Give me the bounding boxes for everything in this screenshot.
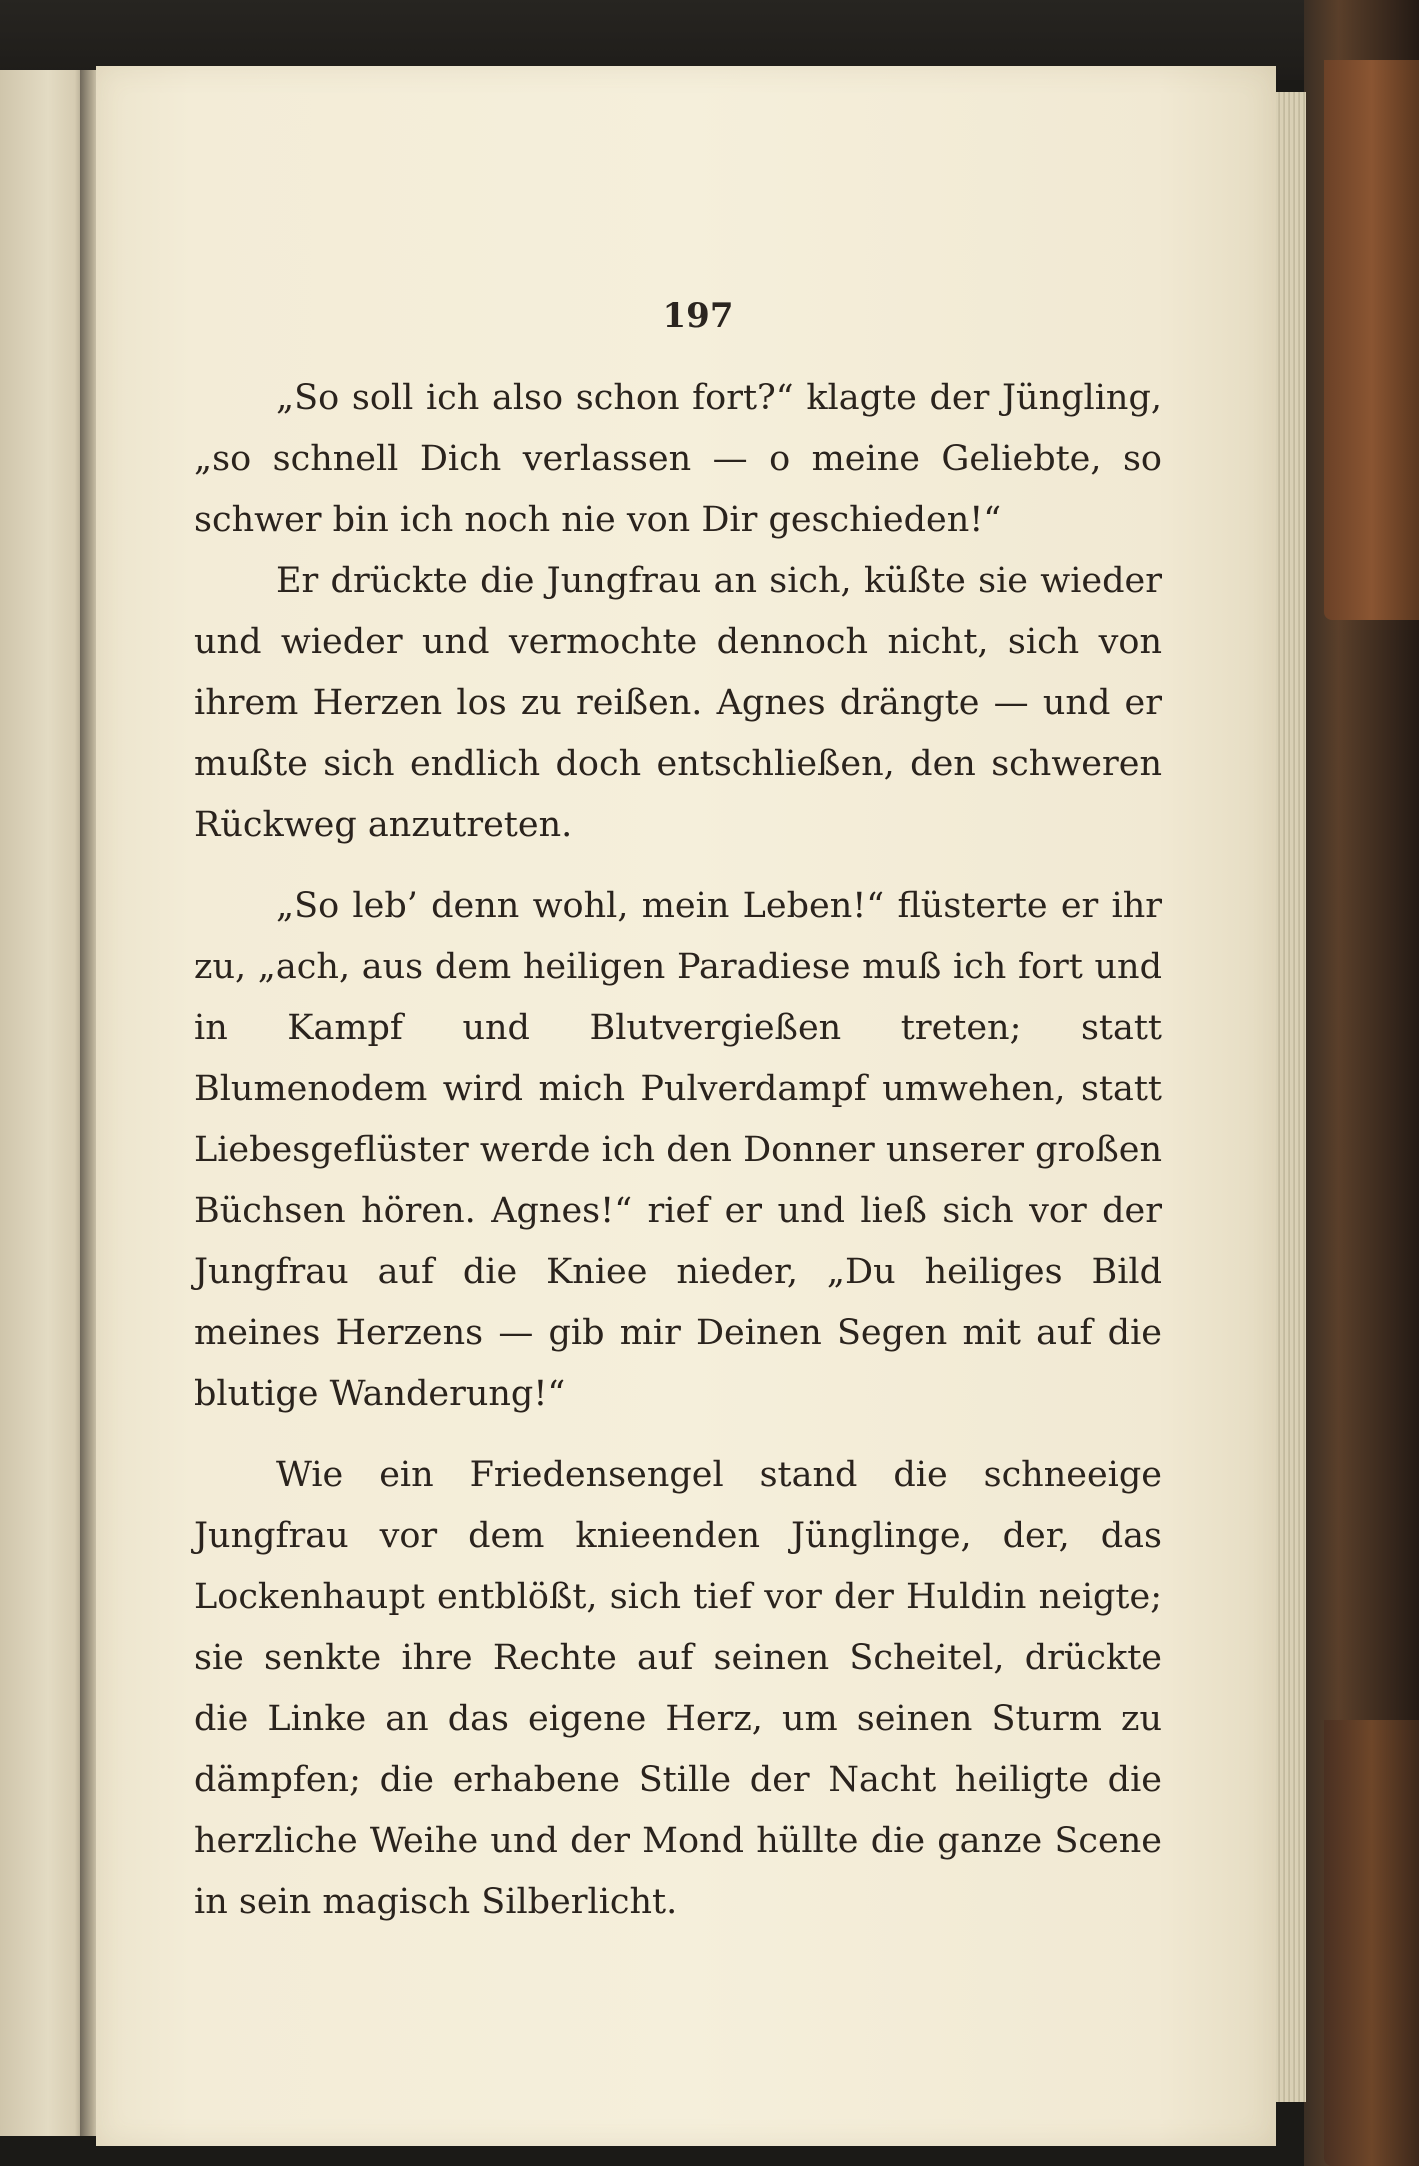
paragraph-1: „So soll ich also schon fort?“ klagte der Jüngling, „so schnell Dich verlassen — o meine Geliebte, so schwer bin ich noch nie von Dir geschieden!“ [194, 378, 1162, 540]
paragraph-2: Er drückte die Jungfrau an sich, küßte sie wieder und wieder und vermochte dennoch nicht, sich von ihrem Herzen los zu reißen. Agnes drängte — und er mußte sich endlich doch entschließen, den schweren Rückweg anzutreten. [194, 561, 1162, 845]
leather-corner-lower [1324, 1720, 1419, 2166]
paragraph-4: Wie ein Friedensengel stand die schneeige Jungfrau vor dem knieenden Jünglinge, der, das Lockenhaupt entblößt, sich tief vor der Huldin neigte; sie senkte ihre Rechte auf seinen Scheitel, drückte die Linke an das eigene Herz, um seinen Sturm zu dämpfen; die erhabene Stille der Nacht heiligte die herzliche Weihe und der Mond hüllte die ganze Scene in sein magisch Silberlicht. [194, 1455, 1162, 1922]
page-edges [1276, 92, 1306, 2102]
page-text [194, 368, 1162, 1953]
previous-page-edge [0, 70, 88, 2136]
page-number: 197 [662, 296, 734, 336]
leather-corner-upper [1324, 60, 1419, 620]
book-page [96, 66, 1276, 2146]
book-cover-right [1304, 0, 1419, 2166]
paragraph-3: „So leb’ denn wohl, mein Leben!“ flüsterte er ihr zu, „ach, aus dem heiligen Paradiese muß ich fort und in Kampf und Blutvergießen treten; statt Blumenodem wird mich Pulverdampf umwehen, statt Liebesgeflüster werde ich den Donner unserer großen Büchsen hören. Agnes!“ rief er und ließ sich vor der Jungfrau auf die Kniee nieder, „Du heiliges Bild meines Herzens — gib mir Deinen Segen mit auf die blutige Wanderung!“ [194, 886, 1162, 1414]
